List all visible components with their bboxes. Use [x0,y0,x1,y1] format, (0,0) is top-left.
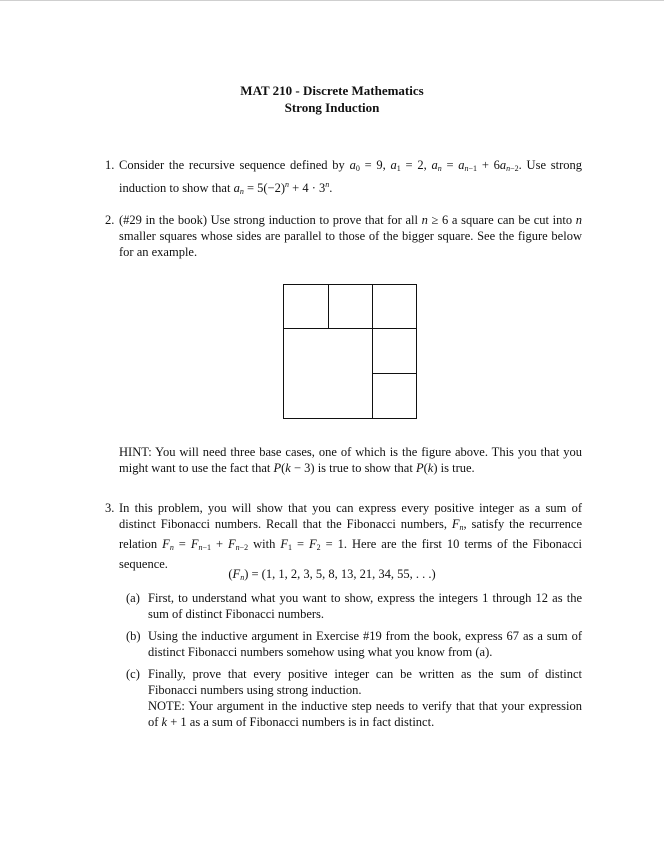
part-c-body: Finally, prove that every positive integer can be written as the sum of distinct Fibonacci numbers using strong induction. [148,667,582,697]
problem-3-text: In this problem, you will show that you can express every positive integer as a sum of distinct Fibonacci numbers. Recall that the Fibonacci numbers, $F_n$, satisfy the recurrence relation $F_n = F_{n-1} + F_{n-2}$ with $F_1 = F_2 = 1$. Here are the first 10 terms of the Fibonacci sequence. [119,501,583,571]
problem-2-claim-rest: smaller squares whose sides are parallel to those of the bigger square. See the figure below for an example. [119,229,582,259]
problem-1-text: Consider the recursive sequence defined by $a_0 = 9$, $a_1 = 2$, $a_n = a_{n-1} + 6a_{n-2}$. Use strong induction to show that $a_n = 5(-2)^n + 4 \cdot 3^n$. [119,158,582,196]
part-c-note-a: NOTE: Your argument in the inductive step needs to verify that that your expression of [148,699,582,729]
part-c-label: (c) [126,667,140,681]
problem-3-relation-lead: , satisfy the recurrence relation [119,517,582,551]
part-a-text: First, to understand what you want to show, express the integers 1 through 12 as the sum of distinct Fibonacci numbers. [148,591,582,621]
problem-3-sequence-lead: . Here are the first 10 terms of the Fibonacci sequence. [119,537,583,571]
fibonacci-sequence: $(F_n) = (1$, 1, 2, 3, 5, 8, 13, 21, 34, 55, . . .) [228,567,436,582]
problem-1-intro: Consider the recursive sequence defined by [119,158,345,172]
hint-text: HINT: You will need three base cases, one of which is the figure above. This you that you might want to use the fact that [119,445,582,475]
problem-1-task: Use strong induction to show that [119,158,582,195]
hint-text-mid: is true to show that [317,461,413,475]
course-title: MAT 210 - Discrete Mathematics [240,83,424,98]
part-c-note: NOTE: Your argument in the inductive step needs to verify that that your expression of k + 1 as a sum of Fibonacci numbers is in fact distinct. [148,699,582,729]
problem-3-number: 3. [105,501,115,515]
part-c-note-b: as a sum of Fibonacci numbers is in fact distinct. [189,715,435,729]
part-b-label: (b) [126,629,141,643]
part-b-text: Using the inductive argument in Exercise #19 from the book, express 67 as a sum of distinct Fibonacci numbers somehow using what you know from (a). [148,629,582,659]
topic-title: Strong Induction [284,100,380,115]
hint-text-end: is true. [440,461,475,475]
problem-2-claim: a square can be cut into [451,213,573,227]
problem-3-with: with [253,537,276,551]
problem-2-intro: (#29 in the book) Use strong induction to prove that for all [119,213,418,227]
problem-3-intro: In this problem, you will show that you can express every positive integer as a sum of distinct Fibonacci numbers. Recall that the Fibonacci numbers, [119,501,582,531]
problem-2-hint: HINT: You will need three base cases, one of which is the figure above. This you that you might want to use the fact that P(k − 3) is true to show that P(k) is true. [119,445,582,475]
outer-square [284,285,417,419]
fibonacci-terms: (1, 1, 2, 3, 5, 8, 13, 21, 34, 55, . . .) [261,567,436,581]
part-a-label: (a) [126,591,140,605]
problem-2-number: 2. [105,213,115,227]
problem-2-text: (#29 in the book) Use strong induction to prove that for all n ≥ 6 a square can be cut into n smaller squares whose sides are parallel to those of the bigger square. See the figure below for an example. [119,213,582,259]
square-dissection-figure [283,284,418,420]
part-c-text [148,666,582,730]
problem-1-number: 1. [105,158,115,172]
